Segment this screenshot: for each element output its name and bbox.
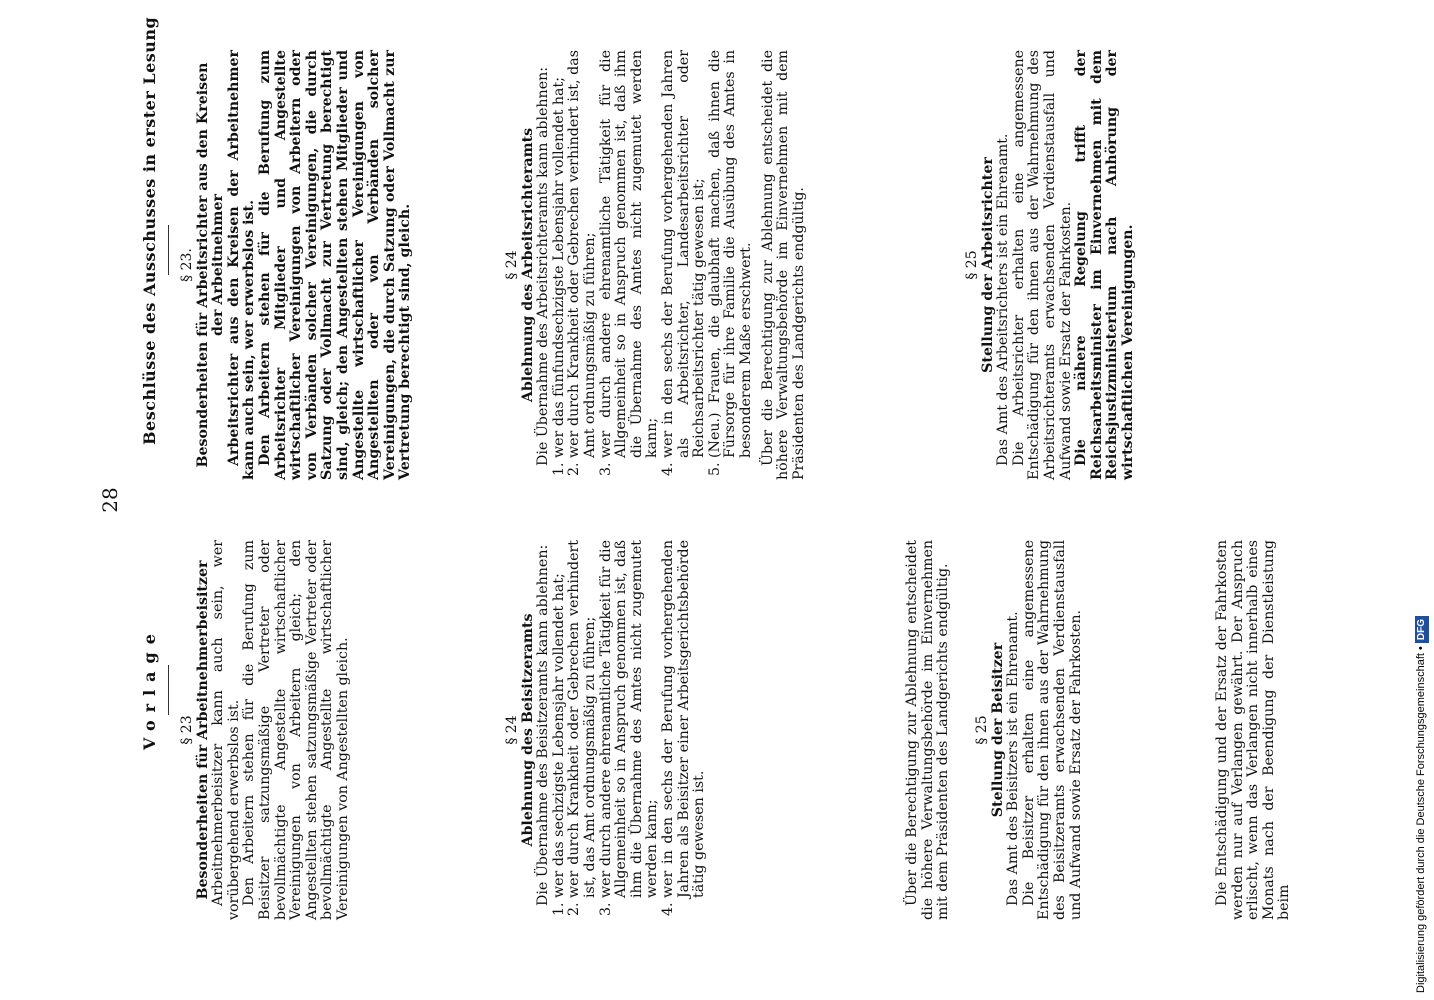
right-sec24-item: 4. wer in den sechs der Berufung vorhergehenden Jahren als Arbeitsrichter, Landesarbeitsrichter oder Reichsarbeitsrichter tätig gewesen ist;: [661, 50, 708, 458]
right-sec23-number: § 23.: [179, 248, 195, 282]
left-sec23-number: § 23: [179, 715, 195, 745]
left-sec23-text2: Den Arbeitern stehen für die Berufung zum Beisitzer satzungsmäßige Vertreter oder bevollmächtigte Angestellte wirtschaftlicher Vereinigungen von Arbeitern gleich; den Angestellten stehen satzungsmäßige Vertreter oder bevollmächtigte Angestellte wirtschaftlicher Vereinigungen von Angestellten gleich.: [241, 540, 351, 920]
left-sec24-item: 3. wer durch andere ehrenamtliche Tätigkeit für die Allgemeinheit so in Anspruch genommen ist, daß ihm die Übernahme des Amtes nicht zugemutet werden kann;: [599, 540, 661, 898]
right-sec23-text1: Arbeitsrichter aus den Kreisen der Arbeitnehmer kann auch sein, wer erwerbslos ist.: [225, 50, 258, 480]
left-sec24-title: Ablehnung des Beisitzeramts: [519, 613, 536, 847]
left-sec25-number: § 25: [974, 715, 990, 745]
left-sec24-item: 4. wer in den sechs der Berufung vorhergehenden Jahren als Beisitzer einer Arbeitsgerichtsbehörde tätig gewesen ist.: [661, 540, 708, 898]
right-sec25-title: Stellung der Arbeitsrichter: [979, 157, 996, 373]
left-column-sec23: [180, 540, 352, 920]
right-sec25-number: § 25: [964, 250, 980, 280]
right-sec24-item: 5. (Neu.) Frauen, die glaubhaft machen, daß ihnen die Fürsorge für ihre Familie die Ausübung des Amtes in besonderem Maße erschwert.: [708, 50, 755, 458]
right-column-sec25: [965, 50, 1137, 480]
right-sec24-number: § 24: [504, 250, 520, 280]
left-sec25-text3: Die Entschädigung und der Ersatz der Fahrkosten werden nur auf Verlangen gewährt. Der Anspruch erlischt, wenn das Verlangen nicht innerhalb eines Monats nach der Beendigung der Dienstleistung beim: [1214, 540, 1293, 920]
right-sec23-text2: Den Arbeitern stehen für die Berufung zum Arbeitsrichter Mitglieder und Angestellte wirtschaftlicher Vereinigungen von Arbeitern oder von Verbänden solcher Vereinigungen, die durch Satzung oder Vollmacht zur Vertretung berechtigt sind, gleich; den Angestellten stehen Mitglieder und Angestellte wirtschaftlicher Vereinigungen von Angestellten oder von Verbänden solcher Vereinigungen, die durch Satzung oder Vollmacht zur Vertretung berechtigt sind, gleich.: [256, 50, 414, 480]
right-column-sec24: [505, 50, 807, 480]
left-sec23-title: Besonderheiten für Arbeitnehmerbeisitzer: [194, 560, 211, 900]
left-sec25-text2: Die Beisitzer erhalten eine angemessene Entschädigung für den ihnen aus der Wahrnehmung des Beisitzeramts erwachsenden Verdienstausfall und Aufwand sowie Ersatz der Fahrkosten.: [1020, 540, 1084, 920]
left-column-sec24: [505, 540, 708, 920]
digitization-note: [1406, 8, 1428, 993]
left-sec24-number: § 24: [504, 715, 520, 745]
right-sec24-title: Ablehnung des Arbeitsrichteramts: [519, 127, 536, 403]
right-sec25-text1: Das Amt des Arbeitsrichters ist ein Ehrenamt.: [995, 133, 1012, 466]
left-column-heading: Vorlage: [140, 626, 159, 750]
left-sec25-title: Stellung der Beisitzer: [989, 642, 1006, 818]
digitization-note-text: Digitalisierung gefördert durch die Deutsche Forschungsgemeinschaft •: [1415, 646, 1427, 993]
left-sec24-outro: Über die Berechtigung zur Ablehnung entscheidet die höhere Verwaltungsbehörde im Einvernehmen mit dem Präsidenten des Landgerichts endgültig.: [904, 540, 952, 920]
right-sec23-title: Besonderheiten für Arbeitsrichter aus den Kreisen der Arbeitnehmer: [194, 62, 227, 468]
left-sec24-item: 1. wer das sechzigste Lebensjahr vollendet hat;: [552, 540, 568, 898]
left-sec24-intro: Die Übernahme des Beisitzeramts kann ablehnen:: [535, 544, 552, 906]
left-column-sec25: [975, 540, 1084, 920]
right-heading-rule: [168, 225, 169, 275]
right-sec25-text3: Die nähere Regelung trifft der Reichsarbeitsminister im Einvernehmen mit dem Reichsjustizministerium nach Anhörung der wirtschaftlichen Vereinigungen.: [1073, 50, 1136, 480]
right-column-heading: Beschlüsse des Ausschusses in erster Lesung: [140, 16, 159, 445]
right-sec24-list: [552, 50, 755, 480]
left-sec24-outro-block: [905, 540, 952, 920]
right-sec24-item: 3. wer durch andere ehrenamtliche Tätigkeit für die Allgemeinheit so in Anspruch genommen ist, daß ihm die Übernahme des Amtes nicht zugemutet werden kann;: [599, 50, 661, 458]
left-sec24-item: 2. wer durch Krankheit oder Gebrechen verhindert ist, das Amt ordnungsmäßig zu führen;: [567, 540, 598, 898]
left-heading-rule: [168, 665, 169, 715]
left-sec24-list: [552, 540, 708, 920]
right-sec25-text2: Die Arbeitsrichter erhalten eine angemessene Entschädigung für den ihnen aus der Wahrnehmung des Arbeitsrichteramts erwachsenden Verdienstausfall und Aufwand sowie Ersatz der Fahrkosten.: [1010, 50, 1074, 480]
right-sec24-outro: Über die Berechtigung zur Ablehnung entscheidet die höhere Verwaltungsbehörde im Einvernehmen mit dem Präsidenten des Landgerichts endgültig.: [759, 50, 807, 480]
right-sec24-item: 1. wer das fünfundsechzigste Lebensjahr vollendet hat;: [552, 50, 568, 458]
dfg-logo: DFG: [1415, 616, 1429, 643]
left-sec23-text1: Arbeitnehmerbeisitzer kann auch sein, wer vorübergehend erwerbslos ist.: [210, 540, 242, 920]
left-sec25-text1: Das Amt des Beisitzers ist ein Ehrenamt.: [1005, 611, 1022, 906]
right-sec24-item: 2. wer durch Krankheit oder Gebrechen verhindert ist, das Amt ordnungsmäßig zu führen;: [567, 50, 598, 458]
right-sec24-intro: Die Übernahme des Arbeitsrichteramts kann ablehnen:: [535, 66, 552, 466]
page-number: 28: [98, 487, 122, 513]
right-column-sec23: [180, 50, 414, 480]
left-sec25-text3-block: [1215, 540, 1293, 920]
